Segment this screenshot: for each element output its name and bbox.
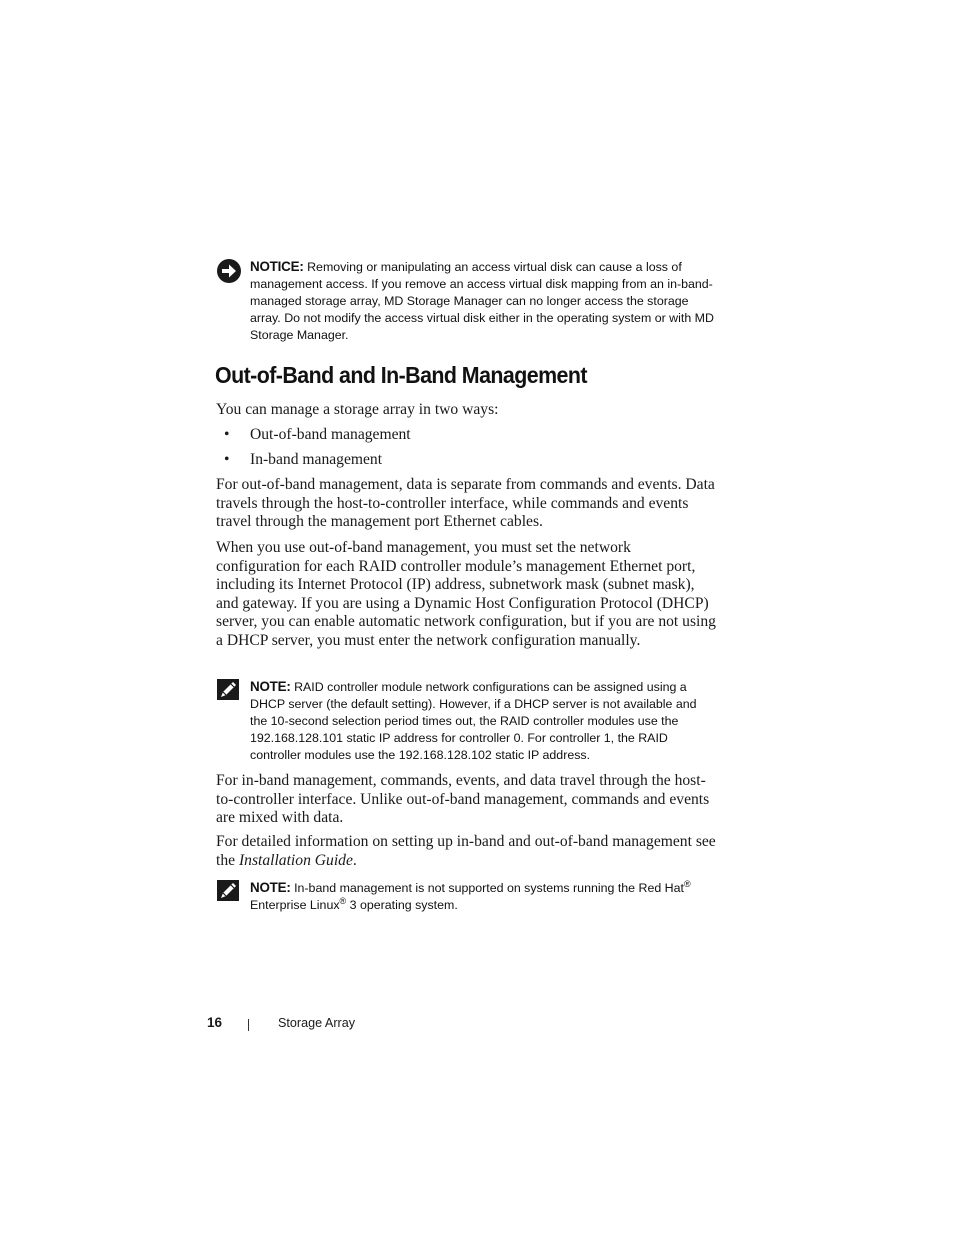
bullet-text: Out-of-band management <box>250 426 411 443</box>
registered-mark: ® <box>339 895 347 906</box>
note-pencil-icon <box>216 879 242 905</box>
section-heading: Out-of-Band and In-Band Management <box>215 362 587 388</box>
registered-mark: ® <box>683 878 691 889</box>
notice-text <box>250 258 716 344</box>
note-body: 3 operating system. <box>346 898 458 912</box>
notice-body: Removing or manipulating an access virtual disk can cause a loss of management access. If you remove an access virtual disk mapping from an in-band-managed storage array, MD Storage Manager can no longer access the storage array. Do not modify the access virtual disk either in the operating system or with MD Storage Manager. <box>250 260 714 342</box>
note-body: Enterprise Linux <box>250 898 340 912</box>
detail-paragraph <box>216 833 716 870</box>
footer-section-title: Storage Array <box>278 1016 356 1030</box>
notice-label: NOTICE: <box>250 259 304 274</box>
note-label: NOTE: <box>250 880 291 895</box>
note-callout <box>216 678 716 764</box>
note-pencil-icon <box>216 678 242 704</box>
note-body: In-band management is not supported on systems running the Red Hat <box>290 881 684 895</box>
note-label: NOTE: <box>250 679 291 694</box>
page-number: 16 <box>207 1015 223 1030</box>
note-text <box>250 879 716 914</box>
note-body: RAID controller module network configurations can be assigned using a DHCP server (the default setting). However, if a DHCP server is not available and the 10-second selection period times out, the RAID controller modules use the 192.168.128.101 static IP address for controller 0. For controller 1, the RAID controller modules use the 192.168.128.102 static IP address. <box>250 680 697 762</box>
bullet-dot: • <box>224 426 230 443</box>
notice-callout <box>216 258 716 344</box>
bullet-item <box>224 426 411 445</box>
intro-paragraph: You can manage a storage array in two ways: <box>216 401 499 418</box>
detail-end: . <box>352 851 357 869</box>
bullet-dot: • <box>224 451 230 468</box>
body-paragraph: When you use out-of-band management, you must set the network configuration for each RAID controller module’s management Ethernet port, including its Internet Protocol (IP) address, subnetwork mask (subnet mask), and gateway. If you are using a Dynamic Host Configuration Protocol (DHCP) server, you can enable automatic network configuration, but if you are not using a DHCP server, you must enter the network configuration manually. <box>216 539 716 649</box>
note-text <box>250 678 716 764</box>
detail-text: For detailed information on setting up in-band and out-of-band management see the <box>216 833 716 869</box>
bullet-item <box>224 451 382 470</box>
notice-arrow-icon <box>216 258 242 284</box>
guide-title: Installation Guide <box>238 851 353 869</box>
footer-separator <box>248 1019 249 1031</box>
bullet-text: In-band management <box>250 451 383 468</box>
body-paragraph: For in-band management, commands, events, and data travel through the host-to-controller interface. Unlike out-of-band management, commands and events are mixed with data. <box>216 772 710 827</box>
body-paragraph: For out-of-band management, data is separate from commands and events. Data travels through the host-to-controller interface, while commands and events travel through the management port Ethernet cables. <box>216 476 715 531</box>
note-callout <box>216 879 716 914</box>
